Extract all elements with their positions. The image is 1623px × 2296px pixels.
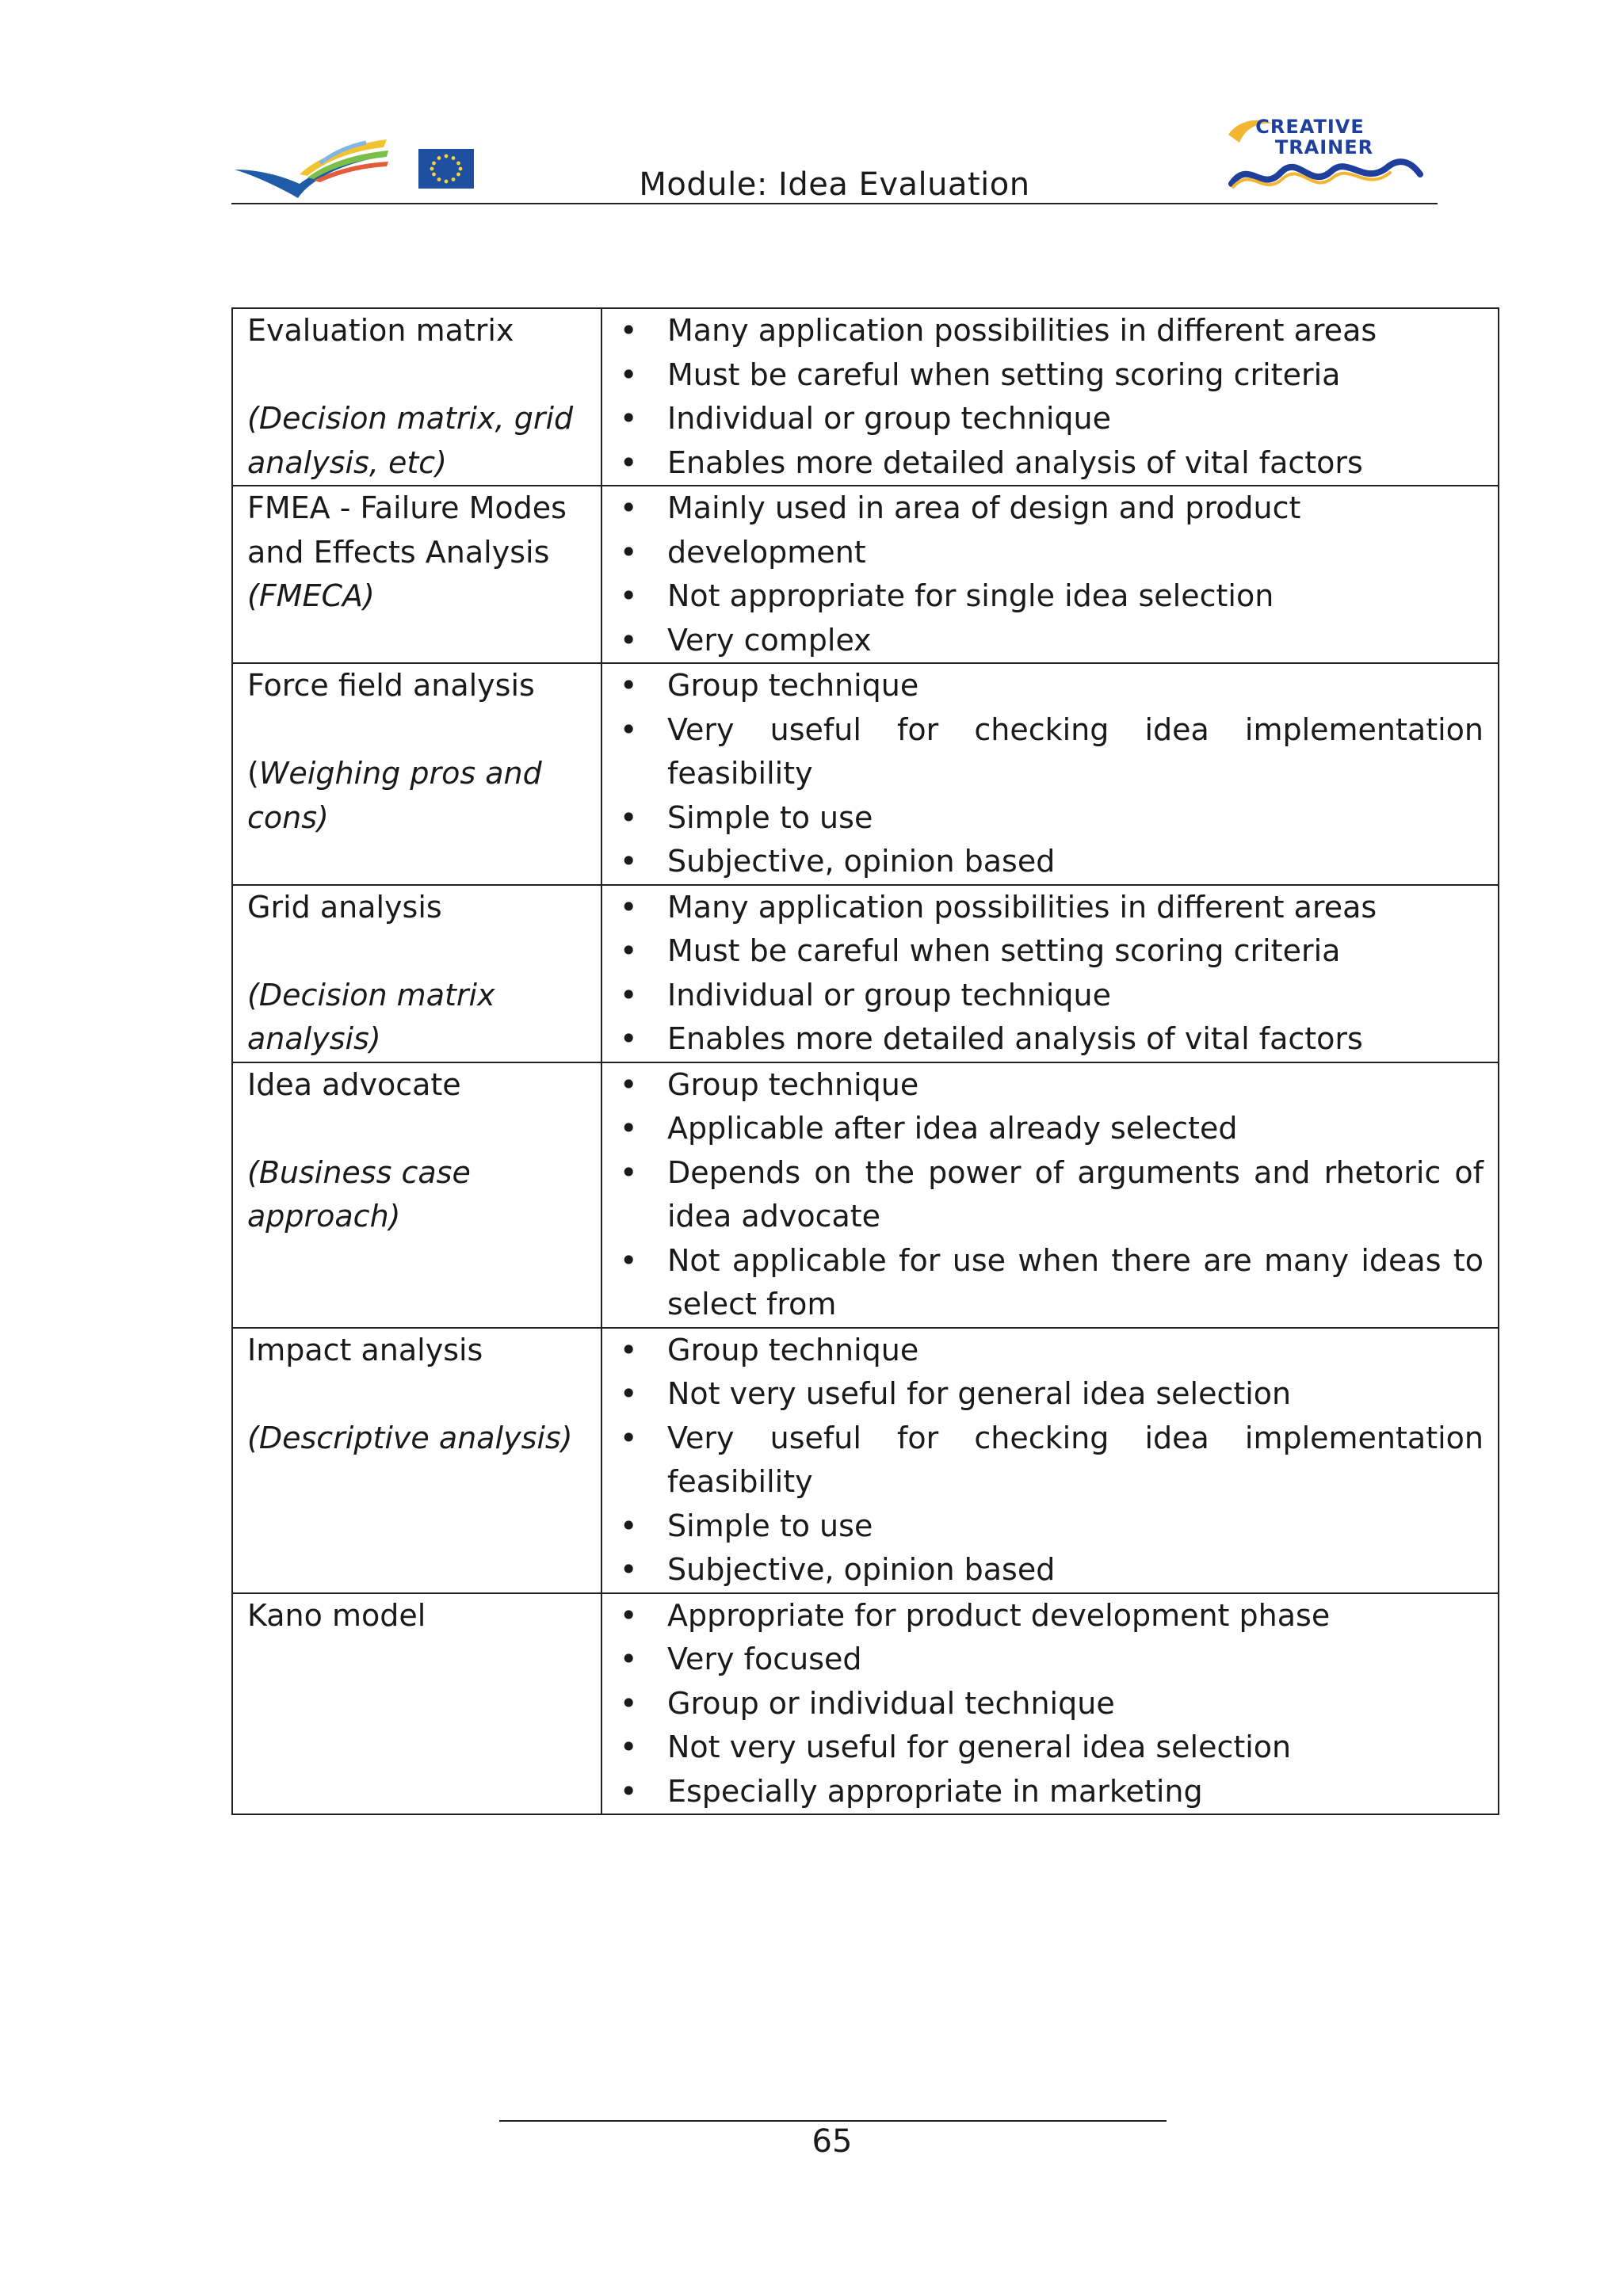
list-item: • Enables more detailed analysis of vital factors: [617, 1017, 1484, 1062]
method-name: Impact analysis: [247, 1332, 483, 1367]
method-alt-name: (Business case approach): [247, 1154, 471, 1234]
properties-cell: [601, 663, 1499, 885]
method-name: Grid analysis: [247, 889, 442, 925]
method-cell: [232, 1328, 601, 1593]
list-item: • Especially appropriate in marketing: [617, 1770, 1484, 1814]
list-item: • Individual or group technique: [617, 974, 1484, 1018]
method-name: Idea advocate: [247, 1066, 461, 1102]
list-item: • Very useful for checking idea implementation feasibility: [617, 1417, 1484, 1505]
list-item: • Individual or group technique: [617, 397, 1484, 441]
page-header: [231, 111, 1438, 204]
table-row: [232, 1062, 1499, 1328]
module-title: Module: Idea Evaluation: [639, 166, 1030, 203]
creative-trainer-logo: [1225, 111, 1423, 200]
list-item: • Simple to use: [617, 796, 1484, 841]
list-item: • Very useful for checking idea implementation feasibility: [617, 708, 1484, 796]
properties-cell: [601, 1593, 1499, 1815]
list-item: • Very complex: [617, 619, 1484, 663]
method-alt-name: (Decision matrix analysis): [247, 977, 495, 1056]
list-item: • Applicable after idea already selected: [617, 1107, 1484, 1151]
list-item: • Group technique: [617, 664, 1484, 708]
list-item: • Subjective, opinion based: [617, 1548, 1484, 1592]
footer-divider: [499, 2120, 1167, 2122]
method-alt-line: [247, 752, 586, 840]
table-row: [232, 308, 1499, 486]
list-item: • Group technique: [617, 1063, 1484, 1108]
method-cell: [232, 308, 601, 486]
method-name: FMEA - Failure Modes and Effects Analysis: [247, 490, 567, 570]
method-cell: [232, 885, 601, 1062]
list-item: • Not very useful for general idea selection: [617, 1726, 1484, 1770]
method-alt-name: (FMECA): [247, 578, 375, 613]
list-item: • Group technique: [617, 1329, 1484, 1373]
method-name: Force field analysis: [247, 668, 535, 703]
properties-cell: [601, 1062, 1499, 1328]
list-item: • Very focused: [617, 1638, 1484, 1682]
evaluation-methods-table: [231, 307, 1499, 1815]
method-cell: [232, 1593, 601, 1815]
list-item: • Subjective, opinion based: [617, 840, 1484, 884]
list-item: • Enables more detailed analysis of vital factors: [617, 441, 1484, 486]
table-row: [232, 1593, 1499, 1815]
list-item: • Not very useful for general idea selection: [617, 1372, 1484, 1417]
list-item: • Many application possibilities in different areas: [617, 309, 1484, 353]
alt-prefix: (: [247, 756, 259, 791]
method-cell: [232, 663, 601, 885]
list-item: • Depends on the power of arguments and rhetoric of idea advocate: [617, 1151, 1484, 1239]
list-item: • Simple to use: [617, 1505, 1484, 1549]
method-alt-name: Weighing pros and cons): [247, 756, 542, 835]
method-name: Evaluation matrix: [247, 313, 514, 348]
properties-cell: [601, 486, 1499, 663]
properties-cell: [601, 1328, 1499, 1593]
list-item: • Must be careful when setting scoring criteria: [617, 929, 1484, 974]
list-item: • development: [617, 531, 1484, 575]
table-row: [232, 885, 1499, 1062]
method-alt-name: (Decision matrix, grid analysis, etc): [247, 401, 574, 480]
list-item: • Not applicable for use when there are many ideas to select from: [617, 1239, 1484, 1327]
method-cell: [232, 486, 601, 663]
properties-cell: [601, 885, 1499, 1062]
logo-text-creative: CREATIVE: [1255, 116, 1365, 138]
table-row: [232, 486, 1499, 663]
page-number: 65: [812, 2123, 853, 2160]
list-item: • Mainly used in area of design and product: [617, 486, 1484, 531]
properties-cell: [601, 308, 1499, 486]
logo-text-trainer: TRAINER: [1274, 136, 1374, 158]
method-cell: [232, 1062, 601, 1328]
list-item: • Many application possibilities in different areas: [617, 886, 1484, 930]
table-row: [232, 663, 1499, 885]
list-item: • Must be careful when setting scoring criteria: [617, 353, 1484, 398]
list-item: • Appropriate for product development phase: [617, 1594, 1484, 1638]
table-row: [232, 1328, 1499, 1593]
list-item: • Not appropriate for single idea selection: [617, 574, 1484, 619]
method-name: Kano model: [247, 1597, 426, 1633]
list-item: • Group or individual technique: [617, 1682, 1484, 1726]
method-alt-name: (Descriptive analysis): [247, 1420, 573, 1455]
